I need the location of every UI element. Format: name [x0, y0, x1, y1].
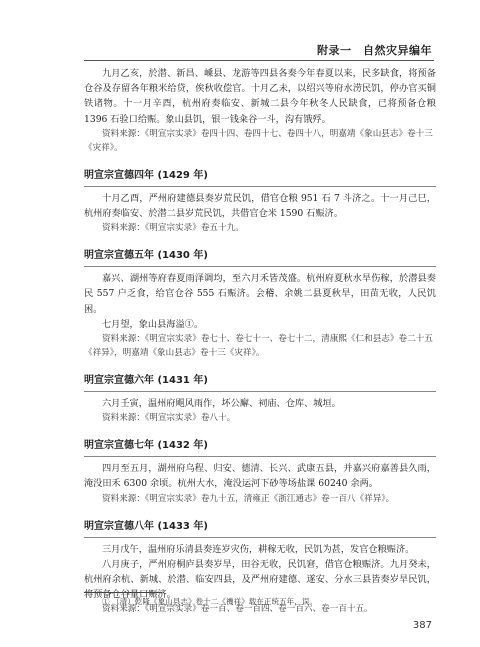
section-1429-paragraph: 十月乙酉，严州府建德县奏岁荒民饥，借官仓粮 951 石 7 斗济之。十一月己巳，杭州府奏临安、於潜二县岁荒民饥，共借官仓米 1590 石赈济。	[84, 192, 436, 220]
footnote: ① （清）乾隆《象山县志》卷十二《禨祥》载在正统五年，误。	[102, 597, 318, 606]
section-1431-paragraph: 六月壬寅，温州府飓风雨作，坏公廨、祠庙、仓库、城垣。	[102, 398, 341, 410]
page-content	[84, 66, 436, 616]
section-1430-paragraph-2: 七月望，象山县海溢①。	[102, 318, 204, 330]
section-title-1433: 明宣宗宣德八年 (1433 年)	[84, 517, 436, 538]
footnote-rule	[84, 592, 162, 593]
section-1432-source: 资料来源：《明宣宗实录》卷九十五，清雍正《浙江通志》卷一百八《祥异》。	[102, 493, 395, 504]
intro-source: 资料来源：《明宣宗实录》卷四十四、卷四十七、卷四十八，明嘉靖《象山县志》卷十三《灾祥》。	[84, 128, 433, 153]
section-1432-paragraph: 四月至五月，湖州府乌程、归安、德清、长兴、武康五县，并嘉兴府嘉善县久雨，淹没田禾 6300 余顷。杭州大水，淹没运河下砂等场盐课 60240 余两。	[84, 463, 436, 490]
section-1431-source: 资料来源：《明宣宗实录》卷八十。	[102, 413, 236, 424]
header-rule	[84, 60, 434, 61]
section-title-1430: 明宣宗宣德五年 (1430 年)	[84, 246, 436, 267]
section-1433-source: 资料来源：《明宣宗实录》卷一百、卷一百四、卷一百六、卷一百十五。	[102, 604, 373, 615]
section-title-1431: 明宣宗宣德六年 (1431 年)	[84, 371, 436, 392]
section-1430-source: 资料来源：《明宣宗实录》卷七十、卷七十一、卷七十二，清康熙《仁和县志》卷二十五《祥异》，明嘉靖《象山县志》卷十三《灾祥》。	[84, 334, 433, 359]
section-title-1429: 明宣宗宣德四年 (1429 年)	[84, 166, 436, 187]
section-1429-source: 资料来源：《明宣宗实录》卷五十九。	[102, 223, 244, 234]
intro-paragraph: 九月乙亥，於潜、新昌、嵊县、龙游等四县各奏今年春夏以来，民多缺食，将预备仓谷及存留各年粮米给贷，俟秋收偿官。十月乙未，以绍兴等府水涝民饥，停办官买铜铁诸物。十一月辛酉，杭州府奏临安、新城二县今年秋冬人民缺食，已将预备仓粮 1396 石验口给赈。象山县饥，银一钱籴谷一斗，沟有饿殍。	[84, 68, 436, 125]
section-title-1432: 明宣宗宣德七年 (1432 年)	[84, 436, 436, 457]
section-1430-paragraph-1: 嘉兴、湖州等府春夏雨泽调均，至六月禾皆茂盛。杭州府夏秋水旱伤稼，於潜县奏民 557 户乏食，给官仓谷 555 石赈济。会稽、余姚二县夏秋旱，田苗无收，人民饥困。	[84, 273, 436, 315]
section-1433-paragraph-2: 八月庚子，严州府桐庐县奏岁旱，田谷无收，民饥窘，借官仓粮赈济。九月癸未，杭州府余杭、新城、於潜、临安四县，及严州府建德、遂安、分水三县皆奏岁旱民饥，将预备仓谷量口赈济。	[84, 558, 436, 601]
section-1433-paragraph-1: 三月戊午，温州府乐清县奏连岁灾伤，耕稼无收，民饥为甚，发官仓粮赈济。	[102, 543, 415, 555]
running-head: 附录一 自然灾异编年	[317, 44, 432, 57]
page-number: 387	[412, 620, 432, 631]
